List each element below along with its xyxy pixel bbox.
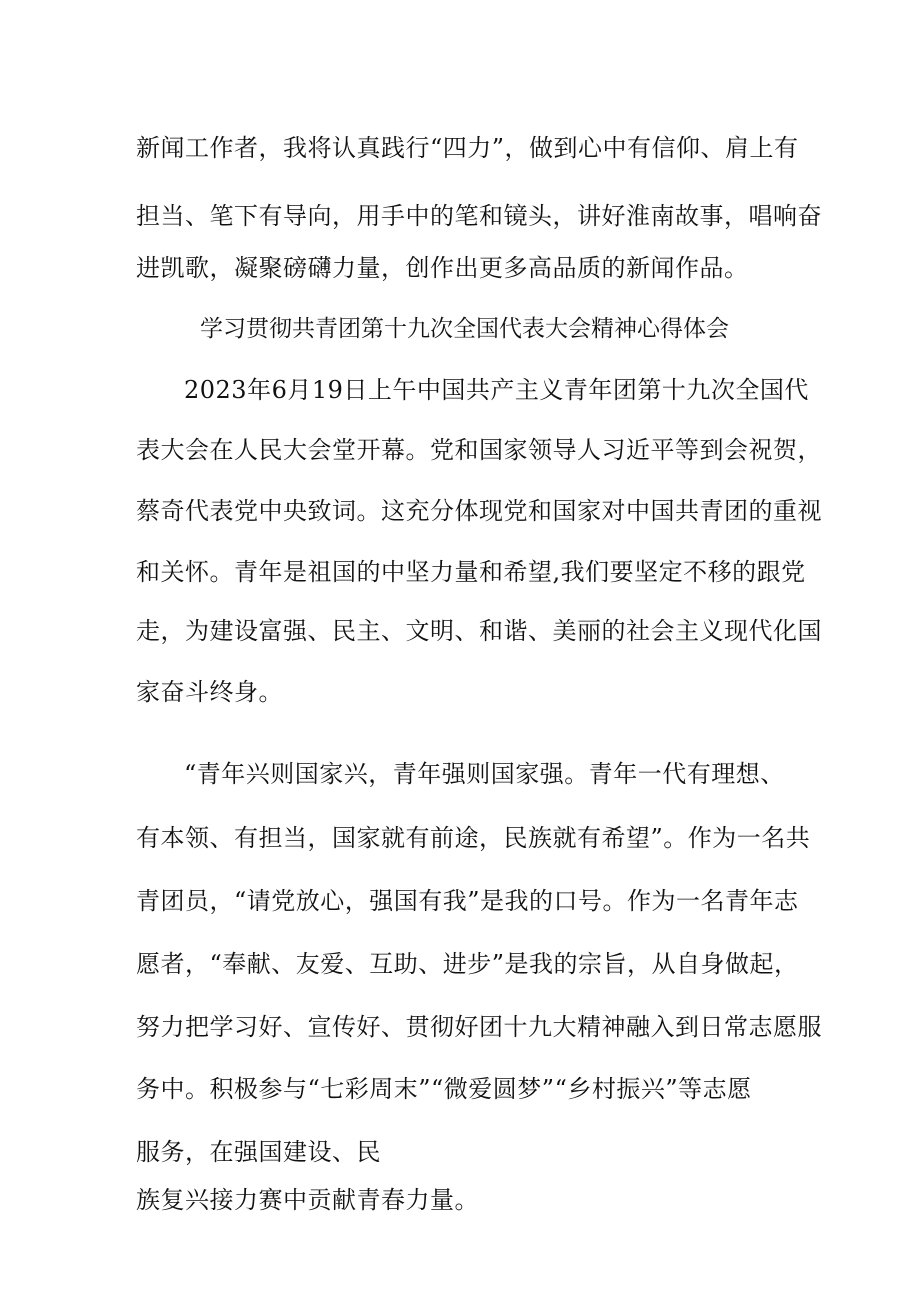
paragraph-line: 服务，在强国建设、民 [136,1138,381,1166]
intro-line: 新闻工作者，我将认真践行“四力”，做到心中有信仰、肩上有 [136,134,799,162]
section-title: 学习贯彻共青团第十九次全国代表大会精神心得体会 [200,316,729,342]
paragraph-line: 表大会在人民大会堂开幕。党和国家领导人习近平等到会祝贺， [136,436,822,464]
intro-line: 担当、笔下有导向，用手中的笔和镜头，讲好淮南故事，唱响奋 [136,202,822,230]
paragraph-line: 家奋斗终身。 [136,678,283,706]
paragraph-line: 努力把学习好、宣传好、贯彻好团十九大精神融入到日常志愿服 [136,1013,822,1041]
paragraph-line: 2023年6月19日上午中国共产主义青年团第十九次全国代 [184,376,809,404]
intro-line: 进凯歌，凝聚磅礴力量，创作出更多高品质的新闻作品。 [136,254,749,282]
paragraph-line: 有本领、有担当，国家就有前途，民族就有希望”。作为一名共 [136,824,811,852]
paragraph-line: 和关怀。青年是祖国的中坚力量和希望,我们要坚定不移的跟党 [136,558,806,586]
paragraph-line: 族复兴接力赛中贡献青春力量。 [136,1186,479,1214]
paragraph-line: 蔡奇代表党中央致词。这充分体现党和国家对中国共青团的重视 [136,497,822,525]
paragraph-line: 务中。积极参与“七彩周末”“微爱圆梦”“乡村振兴”等志愿 [136,1075,752,1103]
paragraph-line: 走，为建设富强、民主、文明、和谐、美丽的社会主义现代化国 [136,617,822,645]
paragraph-line: 青团员，“请党放心，强国有我”是我的口号。作为一名青年志 [136,887,799,915]
paragraph-line: “青年兴则国家兴，青年强则国家强。青年一代有理想、 [184,760,785,788]
paragraph-line: 愿者，“奉献、友爱、互助、进步”是我的宗旨，从自身做起， [136,950,799,978]
